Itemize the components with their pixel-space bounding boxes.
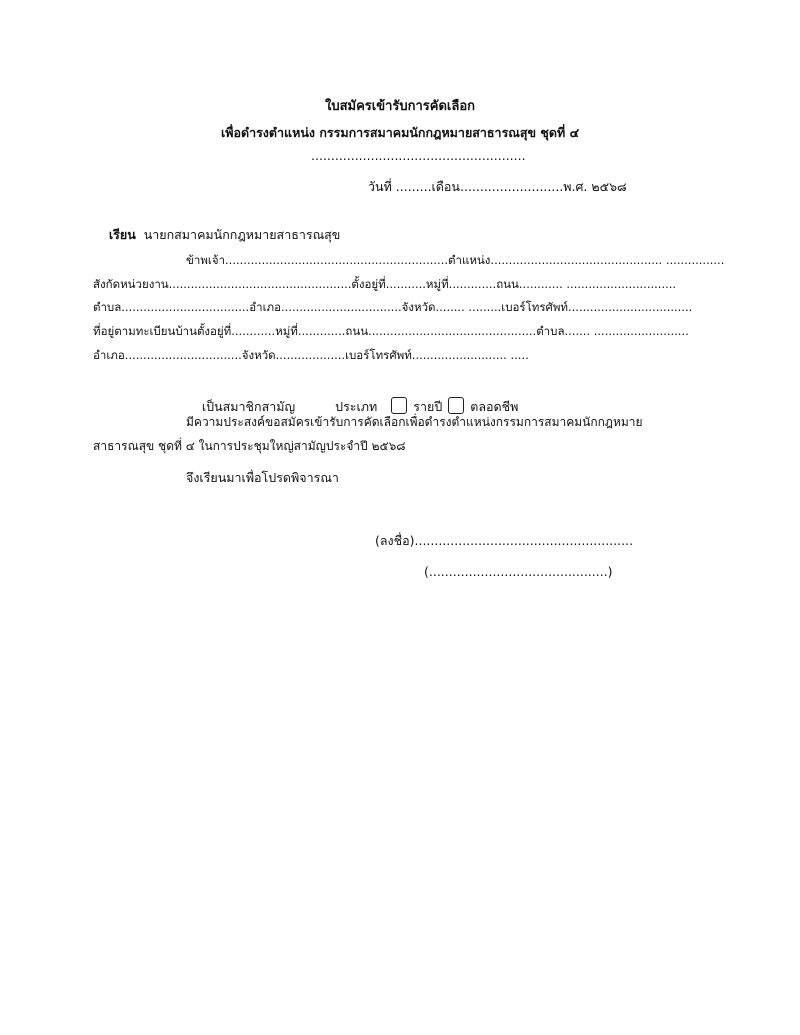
annual-checkbox[interactable] xyxy=(391,397,407,414)
salutation-recipient: นายกสมาคมนักกฎหมายสาธารณสุข xyxy=(143,227,341,242)
form-line-name: ข้าพเจ้า.............................................................ตำแหน่ง............................................... ................ xyxy=(186,253,725,267)
intent-line-1: มีความประสงค์ขอสมัครเข้ารับการคัดเลือกเพื่อดำรงตำแหน่งกรรมการสมาคมนักกฎหมาย xyxy=(186,415,643,429)
form-line-district: อำเภอ................................จังหวัด...................เบอร์โทรศัพท์.......................... ..... xyxy=(93,348,529,362)
form-title: ใบสมัครเข้ารับการคัดเลือก xyxy=(324,99,476,114)
annual-option-label: รายปี xyxy=(413,399,443,414)
intent-line-2: สาธารณสุข ชุดที่ ๔ ในการประชุมใหญ่สามัญประจำปี ๒๕๖๘ xyxy=(93,439,406,453)
lifetime-checkbox[interactable] xyxy=(448,397,464,414)
form-line-subdistrict: ตำบล...................................อำเภอ.................................จังหวัด........ .........เบอร์โทรศัพท์.................................. xyxy=(93,300,693,314)
form-line-registered-address: ที่อยู่ตามทะเบียนบ้านตั้งอยู่ที่............หมู่ที่.............ถนน..............................................ตำบล....... .......................... xyxy=(93,324,689,338)
form-subtitle: เพื่อดำรงตำแหน่ง กรรมการสมาคมนักกฎหมายสาธารณสุข ชุดที่ ๔ xyxy=(220,125,580,140)
date-line: วันที่ .........เดือน..........................พ.ศ. ๒๕๖๘ xyxy=(368,179,627,194)
printed-name-line: (.............................................) xyxy=(424,564,613,579)
form-line-agency: สังกัดหน่วยงาน..................................................ตั้งอยู่ที่...........หมู่ที่.............ถนน............ .............................. xyxy=(93,277,677,291)
membership-label: เป็นสมาชิกสามัญ xyxy=(201,399,296,414)
lifetime-option-label: ตลอดชีพ xyxy=(470,399,519,414)
place-line: ...................................................... xyxy=(311,148,526,163)
salutation-label: เรียน xyxy=(108,227,136,242)
closing-line: จึงเรียนมาเพื่อโปรดพิจารณา xyxy=(186,470,339,485)
signature-line: (ลงชื่อ)....................................................... xyxy=(375,533,634,548)
membership-type-label: ประเภท xyxy=(335,399,378,414)
